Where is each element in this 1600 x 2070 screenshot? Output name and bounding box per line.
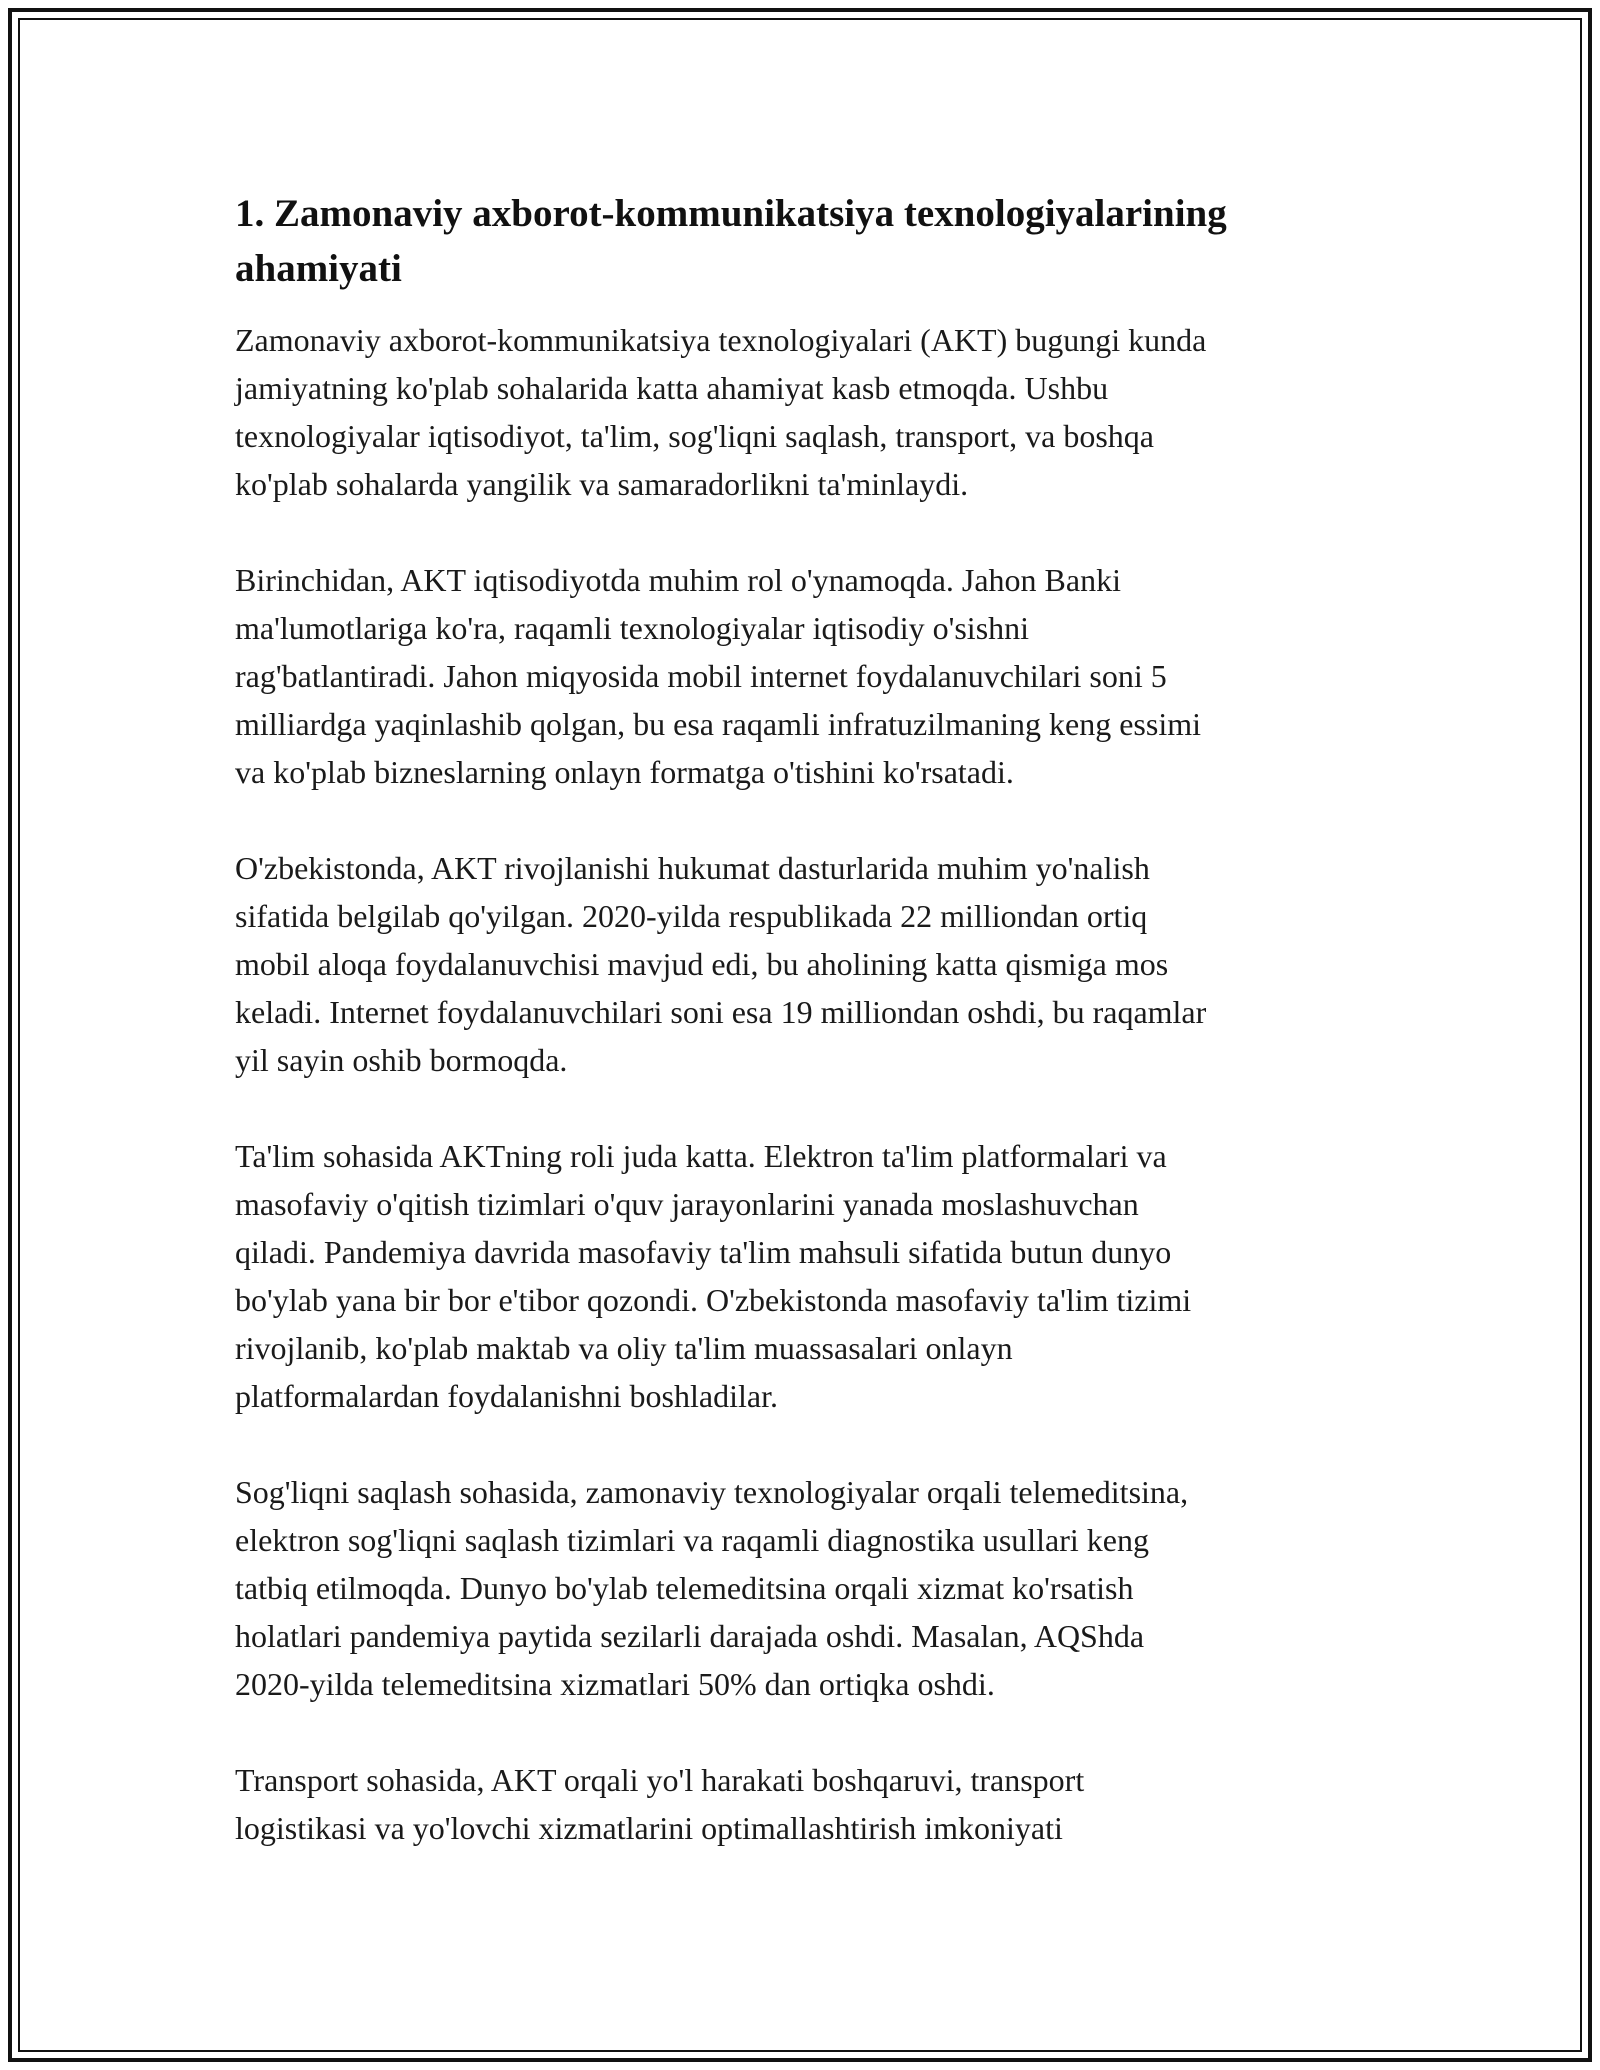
text-line: ma'lumotlariga ko'ra, raqamli texnologiyalar iqtisodiy o'sishni [235, 610, 1030, 646]
text-line: Zamonaviy axborot-kommunikatsiya texnologiyalari (AKT) bugungi kunda [235, 322, 1207, 358]
text-line: Birinchidan, AKT iqtisodiyotda muhim rol o'ynamoqda. Jahon Banki [235, 562, 1121, 598]
text-line: va ko'plab bizneslarning onlayn formatga o'tishini ko'rsatadi. [235, 754, 1014, 790]
text-line: tatbiq etilmoqda. Dunyo bo'ylab telemeditsina orqali xizmat ko'rsatish [235, 1570, 1134, 1606]
paragraph-transport [235, 1756, 1375, 1852]
text-line: Ta'lim sohasida AKTning roli juda katta. Elektron ta'lim platformalari va [235, 1138, 1167, 1174]
text-line: rag'batlantiradi. Jahon miqyosida mobil internet foydalanuvchilari soni 5 [235, 658, 1167, 694]
paragraph-education [235, 1132, 1375, 1420]
text-line: qiladi. Pandemiya davrida masofaviy ta'lim mahsuli sifatida butun dunyo [235, 1234, 1172, 1270]
text-line: keladi. Internet foydalanuvchilari soni esa 19 milliondan oshdi, bu raqamlar [235, 994, 1207, 1030]
text-line: Sog'liqni saqlash sohasida, zamonaviy texnologiyalar orqali telemeditsina, [235, 1474, 1189, 1510]
heading-line: ahamiyati [235, 247, 402, 290]
text-line: elektron sog'liqni saqlash tizimlari va raqamli diagnostika usullari keng [235, 1522, 1149, 1558]
document-body [235, 186, 1375, 1900]
text-line: logistikasi va yo'lovchi xizmatlarini optimallashtirish imkoniyati [235, 1810, 1063, 1846]
heading-line: 1. Zamonaviy axborot-kommunikatsiya texnologiyalarining [235, 192, 1227, 235]
text-line: milliardga yaqinlashib qolgan, bu esa raqamli infratuzilmaning keng essimi [235, 706, 1201, 742]
text-line: yil sayin oshib bormoqda. [235, 1042, 568, 1078]
paragraph-economy [235, 556, 1375, 796]
text-line: platformalardan foydalanishni boshladilar. [235, 1378, 778, 1414]
section-heading [235, 186, 1375, 296]
text-line: 2020-yilda telemeditsina xizmatlari 50% dan ortiqka oshdi. [235, 1666, 995, 1702]
text-line: texnologiyalar iqtisodiyot, ta'lim, sog'liqni saqlash, transport, va boshqa [235, 418, 1154, 454]
text-line: Transport sohasida, AKT orqali yo'l harakati boshqaruvi, transport [235, 1762, 1085, 1798]
text-line: mobil aloqa foydalanuvchisi mavjud edi, bu aholining katta qismiga mos [235, 946, 1169, 982]
paragraph-healthcare [235, 1468, 1375, 1708]
text-line: ko'plab sohalarda yangilik va samaradorlikni ta'minlaydi. [235, 466, 969, 502]
text-line: jamiyatning ko'plab sohalarida katta ahamiyat kasb etmoqda. Ushbu [235, 370, 1109, 406]
text-line: bo'ylab yana bir bor e'tibor qozondi. O'zbekistonda masofaviy ta'lim tizimi [235, 1282, 1192, 1318]
text-line: masofaviy o'qitish tizimlari o'quv jarayonlarini yanada moslashuvchan [235, 1186, 1139, 1222]
text-line: rivojlanib, ko'plab maktab va oliy ta'lim muassasalari onlayn [235, 1330, 1013, 1366]
text-line: O'zbekistonda, AKT rivojlanishi hukumat dasturlarida muhim yo'nalish [235, 850, 1150, 886]
text-line: sifatida belgilab qo'yilgan. 2020-yilda respublikada 22 milliondan ortiq [235, 898, 1148, 934]
paragraph-uzbekistan [235, 844, 1375, 1084]
paragraph-intro [235, 316, 1375, 508]
text-line: holatlari pandemiya paytida sezilarli darajada oshdi. Masalan, AQShda [235, 1618, 1145, 1654]
